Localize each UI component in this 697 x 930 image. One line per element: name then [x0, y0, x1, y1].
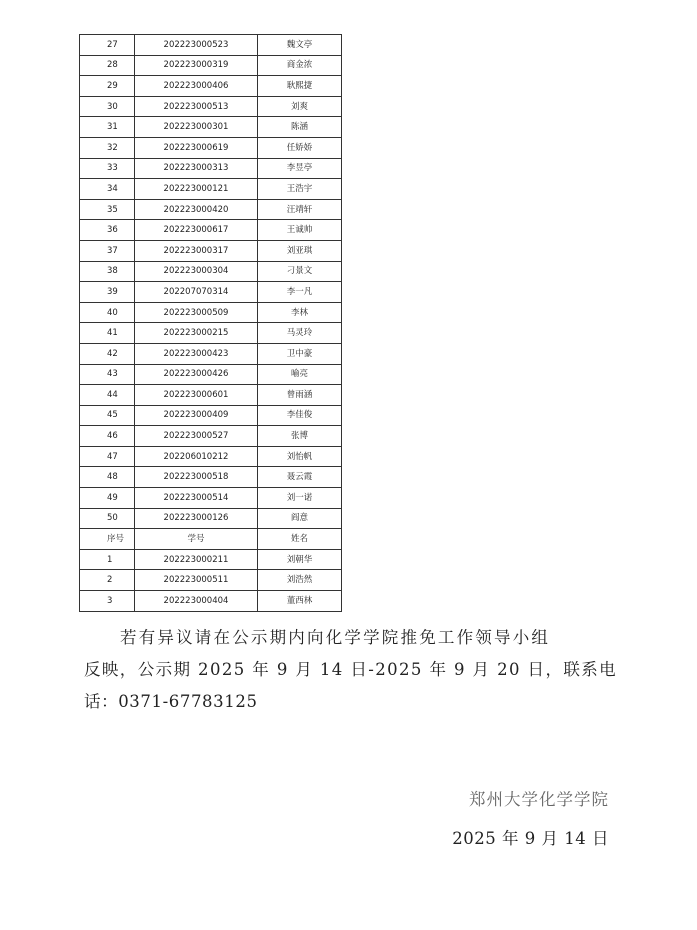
- seq-cell: 27: [80, 35, 135, 56]
- student-id-cell: 202223000404: [135, 591, 258, 612]
- table-row: [80, 446, 342, 467]
- student-id-cell: 202223000215: [135, 323, 258, 344]
- student-name-cell: 阎意: [258, 508, 342, 529]
- table-row: [80, 467, 342, 488]
- student-name-cell: 张博: [258, 426, 342, 447]
- student-id-cell: 202223000601: [135, 385, 258, 406]
- student-name-cell: 王浩宇: [258, 179, 342, 200]
- table-row: [80, 570, 342, 591]
- student-name-cell: 董西林: [258, 591, 342, 612]
- seq-cell: 序号: [80, 529, 135, 550]
- student-name-cell: 魏文亭: [258, 35, 342, 56]
- student-roster-table: [79, 34, 342, 612]
- table-row: [80, 76, 342, 97]
- student-id-cell: 202223000304: [135, 261, 258, 282]
- student-id-cell: 202223000619: [135, 137, 258, 158]
- table-row: [80, 158, 342, 179]
- table-row: [80, 302, 342, 323]
- student-name-cell: 刘怡帆: [258, 446, 342, 467]
- student-id-cell: 202223000409: [135, 405, 258, 426]
- seq-cell: 30: [80, 96, 135, 117]
- seq-cell: 2: [80, 570, 135, 591]
- student-id-cell: 202223000126: [135, 508, 258, 529]
- seq-cell: 43: [80, 364, 135, 385]
- seq-cell: 29: [80, 76, 135, 97]
- student-id-cell: 202223000523: [135, 35, 258, 56]
- student-id-cell: 202223000313: [135, 158, 258, 179]
- seq-cell: 47: [80, 446, 135, 467]
- objection-notice: [84, 622, 618, 718]
- signature-organization: 郑州大学化学学院: [469, 790, 609, 809]
- table-row: [80, 385, 342, 406]
- seq-cell: 40: [80, 302, 135, 323]
- roster-body: [80, 35, 342, 612]
- student-id-cell: 202223000511: [135, 570, 258, 591]
- student-name-cell: 刘朝华: [258, 549, 342, 570]
- table-row: [80, 323, 342, 344]
- student-name-cell: 刘一诺: [258, 488, 342, 509]
- table-row: [80, 488, 342, 509]
- seq-cell: 36: [80, 220, 135, 241]
- seq-cell: 48: [80, 467, 135, 488]
- seq-cell: 32: [80, 137, 135, 158]
- table-row: [80, 426, 342, 447]
- seq-cell: 38: [80, 261, 135, 282]
- table-row: [80, 405, 342, 426]
- student-name-cell: 任娇娇: [258, 137, 342, 158]
- seq-cell: 1: [80, 549, 135, 570]
- seq-cell: 41: [80, 323, 135, 344]
- seq-cell: 35: [80, 199, 135, 220]
- student-id-cell: 202223000426: [135, 364, 258, 385]
- student-id-cell: 202223000423: [135, 343, 258, 364]
- student-id-cell: 202223000518: [135, 467, 258, 488]
- seq-cell: 39: [80, 282, 135, 303]
- student-id-cell: 202223000617: [135, 220, 258, 241]
- student-id-cell: 202223000211: [135, 549, 258, 570]
- student-id-cell: 202207070314: [135, 282, 258, 303]
- student-id-cell: 202223000527: [135, 426, 258, 447]
- table-row: [80, 117, 342, 138]
- table-row: [80, 35, 342, 56]
- table-row: [80, 549, 342, 570]
- table-row: [80, 55, 342, 76]
- table-row: [80, 199, 342, 220]
- student-name-cell: 刘浩然: [258, 570, 342, 591]
- table-row: [80, 261, 342, 282]
- table-row: [80, 179, 342, 200]
- student-name-cell: 刘爽: [258, 96, 342, 117]
- student-name-cell: 曾雨涵: [258, 385, 342, 406]
- table-row: [80, 343, 342, 364]
- seq-cell: 33: [80, 158, 135, 179]
- student-id-cell: 202206010212: [135, 446, 258, 467]
- student-name-cell: 陈涵: [258, 117, 342, 138]
- student-name-cell: 李佳俊: [258, 405, 342, 426]
- seq-cell: 31: [80, 117, 135, 138]
- seq-cell: 42: [80, 343, 135, 364]
- student-name-cell: 李昱亭: [258, 158, 342, 179]
- student-name-cell: 马灵玲: [258, 323, 342, 344]
- student-name-cell: 李一凡: [258, 282, 342, 303]
- notice-line-3: 话：0371-67783125: [84, 692, 258, 711]
- seq-cell: 45: [80, 405, 135, 426]
- table-row: [80, 137, 342, 158]
- student-name-cell: 李林: [258, 302, 342, 323]
- student-id-cell: 202223000406: [135, 76, 258, 97]
- signature-date: 2025 年 9 月 14 日: [452, 829, 609, 848]
- table-row: [80, 282, 342, 303]
- table-row: [80, 529, 342, 550]
- student-name-cell: 王诚帅: [258, 220, 342, 241]
- seq-cell: 44: [80, 385, 135, 406]
- seq-cell: 28: [80, 55, 135, 76]
- student-id-cell: 202223000121: [135, 179, 258, 200]
- seq-cell: 46: [80, 426, 135, 447]
- seq-cell: 49: [80, 488, 135, 509]
- student-name-cell: 喻亮: [258, 364, 342, 385]
- table-row: [80, 508, 342, 529]
- student-id-cell: 学号: [135, 529, 258, 550]
- table-row: [80, 96, 342, 117]
- student-id-cell: 202223000317: [135, 240, 258, 261]
- student-id-cell: 202223000420: [135, 199, 258, 220]
- seq-cell: 50: [80, 508, 135, 529]
- table-row: [80, 240, 342, 261]
- student-name-cell: 姓名: [258, 529, 342, 550]
- student-name-cell: 卫中豪: [258, 343, 342, 364]
- student-name-cell: 刁景文: [258, 261, 342, 282]
- notice-line-1: 若有异议请在公示期内向化学学院推免工作领导小组: [120, 628, 551, 647]
- table-row: [80, 364, 342, 385]
- student-id-cell: 202223000301: [135, 117, 258, 138]
- student-id-cell: 202223000319: [135, 55, 258, 76]
- student-name-cell: 聂云霞: [258, 467, 342, 488]
- student-name-cell: 耿熙捷: [258, 76, 342, 97]
- student-id-cell: 202223000513: [135, 96, 258, 117]
- seq-cell: 34: [80, 179, 135, 200]
- student-name-cell: 商金浓: [258, 55, 342, 76]
- table-row: [80, 591, 342, 612]
- student-name-cell: 刘亚琪: [258, 240, 342, 261]
- seq-cell: 37: [80, 240, 135, 261]
- student-id-cell: 202223000514: [135, 488, 258, 509]
- student-id-cell: 202223000509: [135, 302, 258, 323]
- notice-line-2: 反映，公示期 2025 年 9 月 14 日-2025 年 9 月 20 日，联系电: [84, 660, 618, 679]
- student-name-cell: 汪靖轩: [258, 199, 342, 220]
- seq-cell: 3: [80, 591, 135, 612]
- table-row: [80, 220, 342, 241]
